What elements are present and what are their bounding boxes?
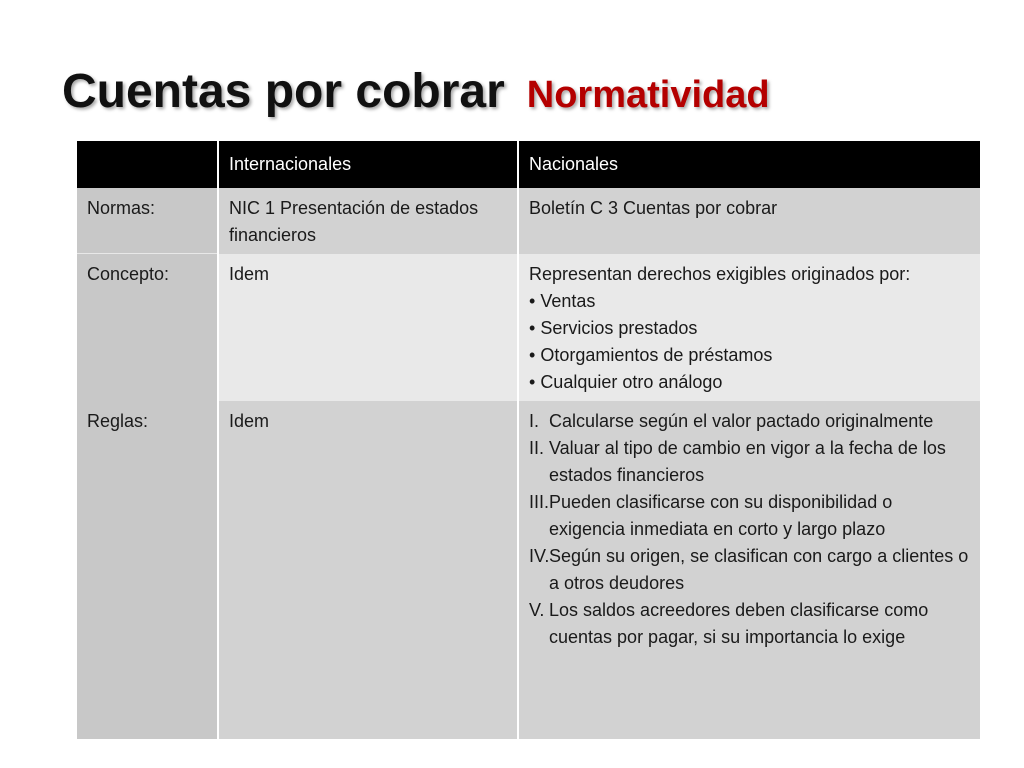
list-item-text: Calcularse según el valor pactado originalmente [549,411,934,431]
list-item [529,543,970,597]
list-item-number: V. [529,600,545,620]
list-item-text: Valuar al tipo de cambio en vigor a la fecha de los estados financieros [549,438,946,485]
list-item-number: II. [529,438,545,458]
normas-internacional: NIC 1 Presentación de estados financieros [217,188,517,254]
list-item: • Ventas [529,288,970,315]
list-item [529,489,970,543]
header-nacionales: Nacionales [517,141,980,188]
list-item-text: Según su origen, se clasifican con cargo a clientes o a otros deudores [549,546,969,593]
list-item-number: I. [529,411,540,431]
row-label-reglas: Reglas: [77,401,217,739]
header-internacionales: Internacionales [217,141,517,188]
list-item: • Cualquier otro análogo [529,369,970,396]
list-item-number: IV. [529,546,550,566]
concepto-list [529,288,970,396]
row-label-concepto: Concepto: [77,254,217,401]
list-item: • Servicios prestados [529,315,970,342]
concepto-nacional [517,254,980,401]
reglas-internacional: Idem [217,401,517,739]
list-item [529,597,970,651]
row-label-normas: Normas: [77,188,217,254]
list-item-number: III. [529,492,550,512]
concepto-internacional: Idem [217,254,517,401]
list-item [529,435,970,489]
list-item [529,408,970,435]
list-item-text: Pueden clasificarse con su disponibilidad o exigencia inmediata en corto y largo plazo [549,492,893,539]
concepto-intro: Representan derechos exigibles originados por: [529,264,911,284]
list-item-text: Los saldos acreedores deben clasificarse como cuentas por pagar, si su importancia lo exige [549,600,929,647]
slide-title [62,64,770,119]
normas-nacional: Boletín C 3 Cuentas por cobrar [517,188,980,254]
list-item: • Otorgamientos de préstamos [529,342,970,369]
title-subtitle: Normatividad [526,74,770,116]
title-main: Cuentas por cobrar [62,65,505,118]
normatividad-table [77,141,980,739]
reglas-nacional [517,401,980,739]
reglas-list [529,408,970,651]
header-empty [77,141,217,188]
